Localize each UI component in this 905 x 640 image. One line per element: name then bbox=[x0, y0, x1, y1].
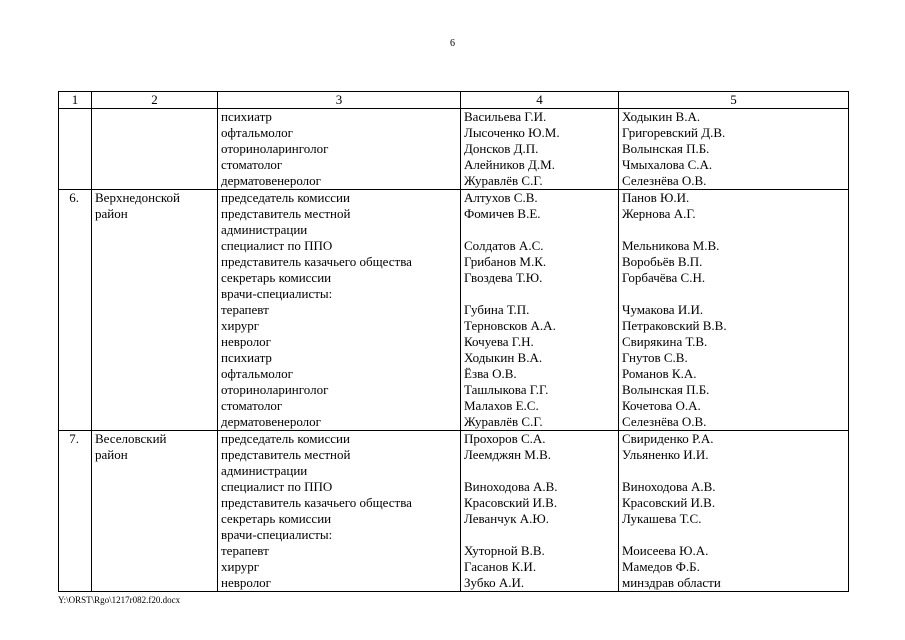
reserve-name: Мельникова М.В. bbox=[622, 238, 720, 253]
reserve-name: Селезнёва О.В. bbox=[622, 173, 707, 188]
member-name: Ёзва О.В. bbox=[464, 366, 517, 381]
reserve-name bbox=[622, 286, 845, 302]
role-label: хирург bbox=[221, 559, 260, 574]
reserve-cell bbox=[619, 190, 849, 431]
role-label: стоматолог bbox=[221, 157, 283, 172]
member-name: Ташлыкова Г.Г. bbox=[464, 382, 549, 397]
reserve-name: Лукашева Т.С. bbox=[622, 511, 702, 526]
member-name: Прохоров С.А. bbox=[464, 431, 546, 446]
reserve-name: Горбачёва С.Н. bbox=[622, 270, 706, 285]
reserve-name: Петраковский В.В. bbox=[622, 318, 727, 333]
district-cell bbox=[92, 431, 218, 592]
member-name bbox=[464, 527, 615, 543]
reserve-name: Красовский И.В. bbox=[622, 495, 716, 510]
table-row bbox=[59, 431, 849, 592]
role-label: специалист по ППО bbox=[221, 238, 333, 253]
reserve-name bbox=[622, 527, 845, 543]
row-number: 7. bbox=[69, 431, 79, 446]
member-name: Гасанов К.И. bbox=[464, 559, 537, 574]
member-name: Виноходова А.В. bbox=[464, 479, 558, 494]
role-label: оториноларинголог bbox=[221, 141, 329, 156]
member-name bbox=[464, 222, 615, 238]
role-label: представитель казачьего общества bbox=[221, 495, 412, 510]
member-name: Гвоздева Т.Ю. bbox=[464, 270, 543, 285]
role-label: невролог bbox=[221, 575, 272, 590]
role-label: председатель комиссии bbox=[221, 190, 350, 205]
member-name: Лысоченко Ю.М. bbox=[464, 125, 560, 140]
role-label: невролог bbox=[221, 334, 272, 349]
role-cell bbox=[218, 109, 461, 190]
member-name: Малахов Е.С. bbox=[464, 398, 539, 413]
role-label: представитель местной bbox=[221, 206, 351, 221]
reserve-name: Свирякина Т.В. bbox=[622, 334, 708, 349]
role-label: стоматолог bbox=[221, 398, 283, 413]
reserve-name: Гнутов С.В. bbox=[622, 350, 688, 365]
header-cell: 3 bbox=[218, 92, 461, 109]
row-number-cell bbox=[59, 431, 92, 592]
member-name: Алтухов С.В. bbox=[464, 190, 538, 205]
row-number-cell bbox=[59, 109, 92, 190]
role-label: оториноларинголог bbox=[221, 382, 329, 397]
reserve-name: Чумакова И.И. bbox=[622, 302, 704, 317]
reserve-name: Моисеева Ю.А. bbox=[622, 543, 709, 558]
member-name: Леванчук А.Ю. bbox=[464, 511, 550, 526]
table-body bbox=[59, 92, 849, 592]
row-number bbox=[62, 109, 79, 125]
table-row bbox=[59, 109, 849, 190]
district-name: район bbox=[95, 206, 128, 221]
member-name: Грибанов М.К. bbox=[464, 254, 547, 269]
reserve-name bbox=[622, 222, 845, 238]
role-label: представитель казачьего общества bbox=[221, 254, 412, 269]
role-label: секретарь комиссии bbox=[221, 511, 332, 526]
member-cell bbox=[461, 109, 619, 190]
role-label: психиатр bbox=[221, 109, 272, 124]
role-label: офтальмолог bbox=[221, 366, 293, 381]
row-number: 6. bbox=[69, 190, 79, 205]
reserve-name: Кочетова О.А. bbox=[622, 398, 701, 413]
role-label: хирург bbox=[221, 318, 260, 333]
role-label: дерматовенеролог bbox=[221, 414, 321, 429]
member-name: Леемджян М.В. bbox=[464, 447, 552, 462]
table-header-row bbox=[59, 92, 849, 109]
reserve-name bbox=[622, 463, 845, 479]
role-label: врачи-специалисты: bbox=[221, 286, 333, 301]
district-name: Веселовский bbox=[95, 431, 167, 446]
table-row bbox=[59, 190, 849, 431]
page-number: 6 bbox=[450, 38, 455, 49]
member-name: Фомичев В.Е. bbox=[464, 206, 541, 221]
member-name: Солдатов А.С. bbox=[464, 238, 544, 253]
district-cell bbox=[92, 190, 218, 431]
member-cell bbox=[461, 190, 619, 431]
reserve-cell bbox=[619, 109, 849, 190]
header-cell: 2 bbox=[92, 92, 218, 109]
district-cell bbox=[92, 109, 218, 190]
role-label: секретарь комиссии bbox=[221, 270, 332, 285]
reserve-name: Виноходова А.В. bbox=[622, 479, 716, 494]
member-name: Донсков Д.П. bbox=[464, 141, 539, 156]
reserve-name: минздрав области bbox=[622, 575, 721, 590]
role-label: терапевт bbox=[221, 302, 269, 317]
member-name: Терновсков А.А. bbox=[464, 318, 556, 333]
role-label: врачи-специалисты: bbox=[221, 527, 333, 542]
role-label: администрации bbox=[221, 222, 308, 237]
reserve-name: Волынская П.Б. bbox=[622, 382, 710, 397]
role-label: специалист по ППО bbox=[221, 479, 333, 494]
reserve-name: Ходыкин В.А. bbox=[622, 109, 701, 124]
member-name: Журавлёв С.Г. bbox=[464, 414, 543, 429]
header-cell: 1 bbox=[59, 92, 92, 109]
reserve-name: Чмыхалова С.А. bbox=[622, 157, 713, 172]
member-name: Красовский И.В. bbox=[464, 495, 558, 510]
reserve-name: Романов К.А. bbox=[622, 366, 697, 381]
role-label: дерматовенеролог bbox=[221, 173, 321, 188]
reserve-name: Воробьёв В.П. bbox=[622, 254, 703, 269]
reserve-name: Панов Ю.И. bbox=[622, 190, 690, 205]
file-path: Y:\ORST\Rgo\1217r082.f20.docx bbox=[58, 595, 181, 605]
header-cell: 5 bbox=[619, 92, 849, 109]
member-name: Алейников Д.М. bbox=[464, 157, 555, 172]
member-name: Журавлёв С.Г. bbox=[464, 173, 543, 188]
role-cell bbox=[218, 190, 461, 431]
header-cell: 4 bbox=[461, 92, 619, 109]
member-name: Ходыкин В.А. bbox=[464, 350, 543, 365]
reserve-name: Свириденко Р.А. bbox=[622, 431, 714, 446]
role-label: администрации bbox=[221, 463, 308, 478]
reserve-name: Мамедов Ф.Б. bbox=[622, 559, 700, 574]
member-cell bbox=[461, 431, 619, 592]
member-name: Хуторной В.В. bbox=[464, 543, 545, 558]
reserve-name: Ульяненко И.И. bbox=[622, 447, 709, 462]
member-name: Зубко А.И. bbox=[464, 575, 525, 590]
role-label: представитель местной bbox=[221, 447, 351, 462]
district-name: район bbox=[95, 447, 128, 462]
role-cell bbox=[218, 431, 461, 592]
reserve-name: Жернова А.Г. bbox=[622, 206, 696, 221]
district-name: Верхнедонской bbox=[95, 190, 180, 205]
member-name bbox=[464, 286, 615, 302]
role-label: психиатр bbox=[221, 350, 272, 365]
member-name bbox=[464, 463, 615, 479]
member-name: Кочуева Г.Н. bbox=[464, 334, 534, 349]
reserve-cell bbox=[619, 431, 849, 592]
role-label: офтальмолог bbox=[221, 125, 293, 140]
member-name: Васильева Г.И. bbox=[464, 109, 547, 124]
reserve-name: Селезнёва О.В. bbox=[622, 414, 707, 429]
role-label: терапевт bbox=[221, 543, 269, 558]
member-name: Губина Т.П. bbox=[464, 302, 530, 317]
row-number-cell bbox=[59, 190, 92, 431]
commission-table bbox=[58, 91, 849, 592]
reserve-name: Волынская П.Б. bbox=[622, 141, 710, 156]
role-label: председатель комиссии bbox=[221, 431, 350, 446]
reserve-name: Григоревский Д.В. bbox=[622, 125, 726, 140]
